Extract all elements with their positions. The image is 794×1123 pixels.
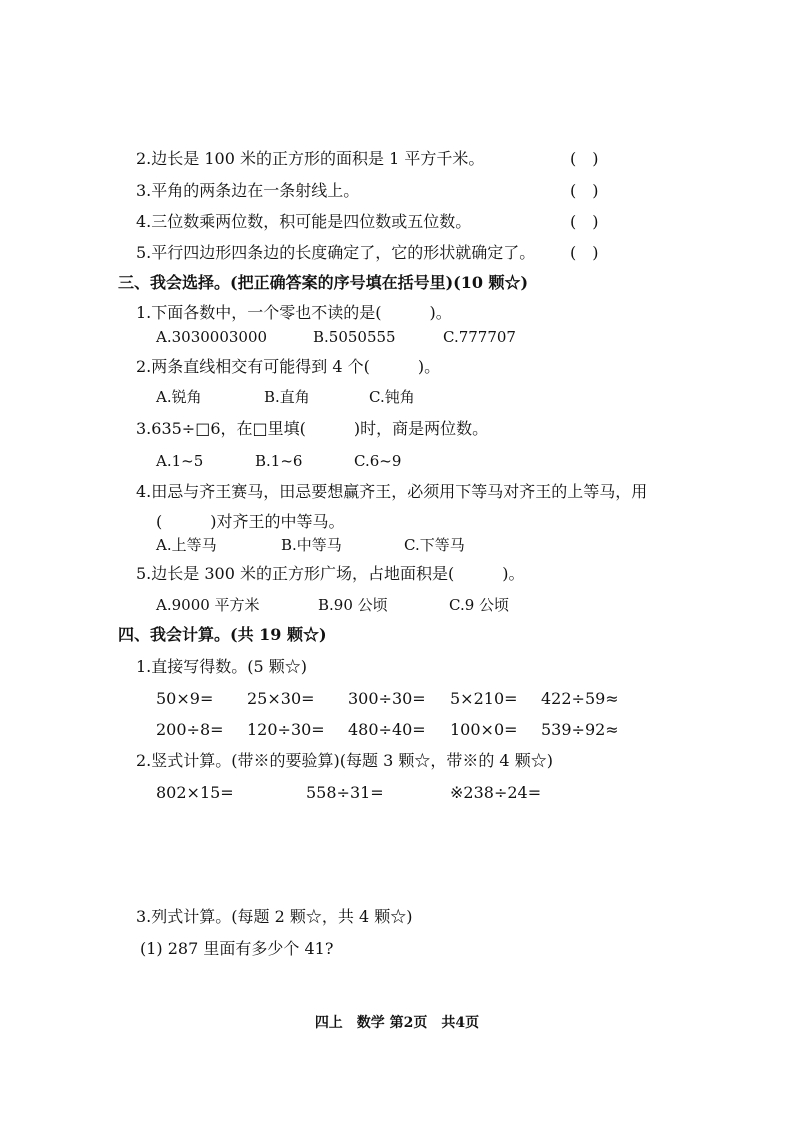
- judge-answer-blank-2[interactable]: ( ): [570, 149, 599, 168]
- choice-q3: 3.635÷□6，在□里填( )时，商是两位数。: [136, 419, 489, 438]
- choice-q4-option-b[interactable]: B.中等马: [281, 536, 342, 554]
- choice-q1-option-a[interactable]: A.3030003000: [156, 328, 268, 346]
- oral-calc-item: 539÷92≈: [541, 720, 619, 739]
- oral-calc-item: 50×9=: [156, 689, 214, 708]
- choice-q5-option-b[interactable]: B.90 公顷: [318, 596, 388, 614]
- vertical-calc-item: 802×15=: [156, 783, 234, 802]
- oral-calc-item: 25×30=: [247, 689, 315, 708]
- choice-q4-continuation: ( )对齐王的中等马。: [156, 512, 345, 531]
- judge-answer-blank-5[interactable]: ( ): [570, 243, 599, 262]
- choice-q3-option-a[interactable]: A.1~5: [156, 452, 204, 470]
- choice-q2-option-b[interactable]: B.直角: [264, 388, 310, 406]
- choice-q1: 1.下面各数中，一个零也不读的是( )。: [136, 303, 452, 322]
- choice-q4-option-a[interactable]: A.上等马: [156, 536, 217, 554]
- choice-q1-option-c[interactable]: C.777707: [443, 328, 516, 346]
- choice-q1-option-b[interactable]: B.5050555: [313, 328, 396, 346]
- section3-title: 三、我会选择。(把正确答案的序号填在括号里)(10 颗☆): [118, 273, 529, 292]
- calc-sub1-title: 1.直接写得数。(5 颗☆): [136, 657, 308, 676]
- choice-q4-option-c[interactable]: C.下等马: [404, 536, 465, 554]
- oral-calc-item: 100×0=: [450, 720, 518, 739]
- vertical-calc-item: ※238÷24=: [450, 783, 542, 802]
- calc-sub2-title: 2.竖式计算。(带※的要验算)(每题 3 颗☆，带※的 4 颗☆): [136, 751, 553, 770]
- choice-q2-option-c[interactable]: C.钝角: [369, 388, 415, 406]
- page-footer: 四上 数学 第2页 共4页: [314, 1015, 480, 1031]
- judge-item-2: 2.边长是 100 米的正方形的面积是 1 平方千米。: [136, 149, 485, 168]
- judge-item-4: 4.三位数乘两位数，积可能是四位数或五位数。: [136, 212, 472, 231]
- judge-answer-blank-3[interactable]: ( ): [570, 181, 599, 200]
- section4-title: 四、我会计算。(共 19 颗☆): [118, 625, 327, 644]
- oral-calc-item: 300÷30=: [348, 689, 426, 708]
- choice-q5: 5.边长是 300 米的正方形广场，占地面积是( )。: [136, 564, 525, 583]
- calc-sub3-title: 3.列式计算。(每题 2 颗☆，共 4 颗☆): [136, 907, 413, 926]
- oral-calc-item: 422÷59≈: [541, 689, 619, 708]
- written-calc-item-1: (1) 287 里面有多少个 41?: [140, 939, 334, 958]
- oral-calc-item: 120÷30=: [247, 720, 325, 739]
- choice-q4: 4.田忌与齐王赛马，田忌要想赢齐王，必须用下等马对齐王的上等马，用: [136, 482, 648, 501]
- oral-calc-item: 480÷40=: [348, 720, 426, 739]
- judge-item-3: 3.平角的两条边在一条射线上。: [136, 181, 360, 200]
- oral-calc-item: 200÷8=: [156, 720, 224, 739]
- choice-q2-option-a[interactable]: A.锐角: [156, 388, 202, 406]
- choice-q3-option-b[interactable]: B.1~6: [255, 452, 303, 470]
- choice-q2: 2.两条直线相交有可能得到 4 个( )。: [136, 357, 441, 376]
- oral-calc-item: 5×210=: [450, 689, 518, 708]
- choice-q3-option-c[interactable]: C.6~9: [354, 452, 402, 470]
- choice-q5-option-c[interactable]: C.9 公顷: [449, 596, 510, 614]
- judge-answer-blank-4[interactable]: ( ): [570, 212, 599, 231]
- judge-item-5: 5.平行四边形四条边的长度确定了，它的形状就确定了。: [136, 243, 536, 262]
- vertical-calc-item: 558÷31=: [306, 783, 384, 802]
- choice-q5-option-a[interactable]: A.9000 平方米: [156, 596, 260, 614]
